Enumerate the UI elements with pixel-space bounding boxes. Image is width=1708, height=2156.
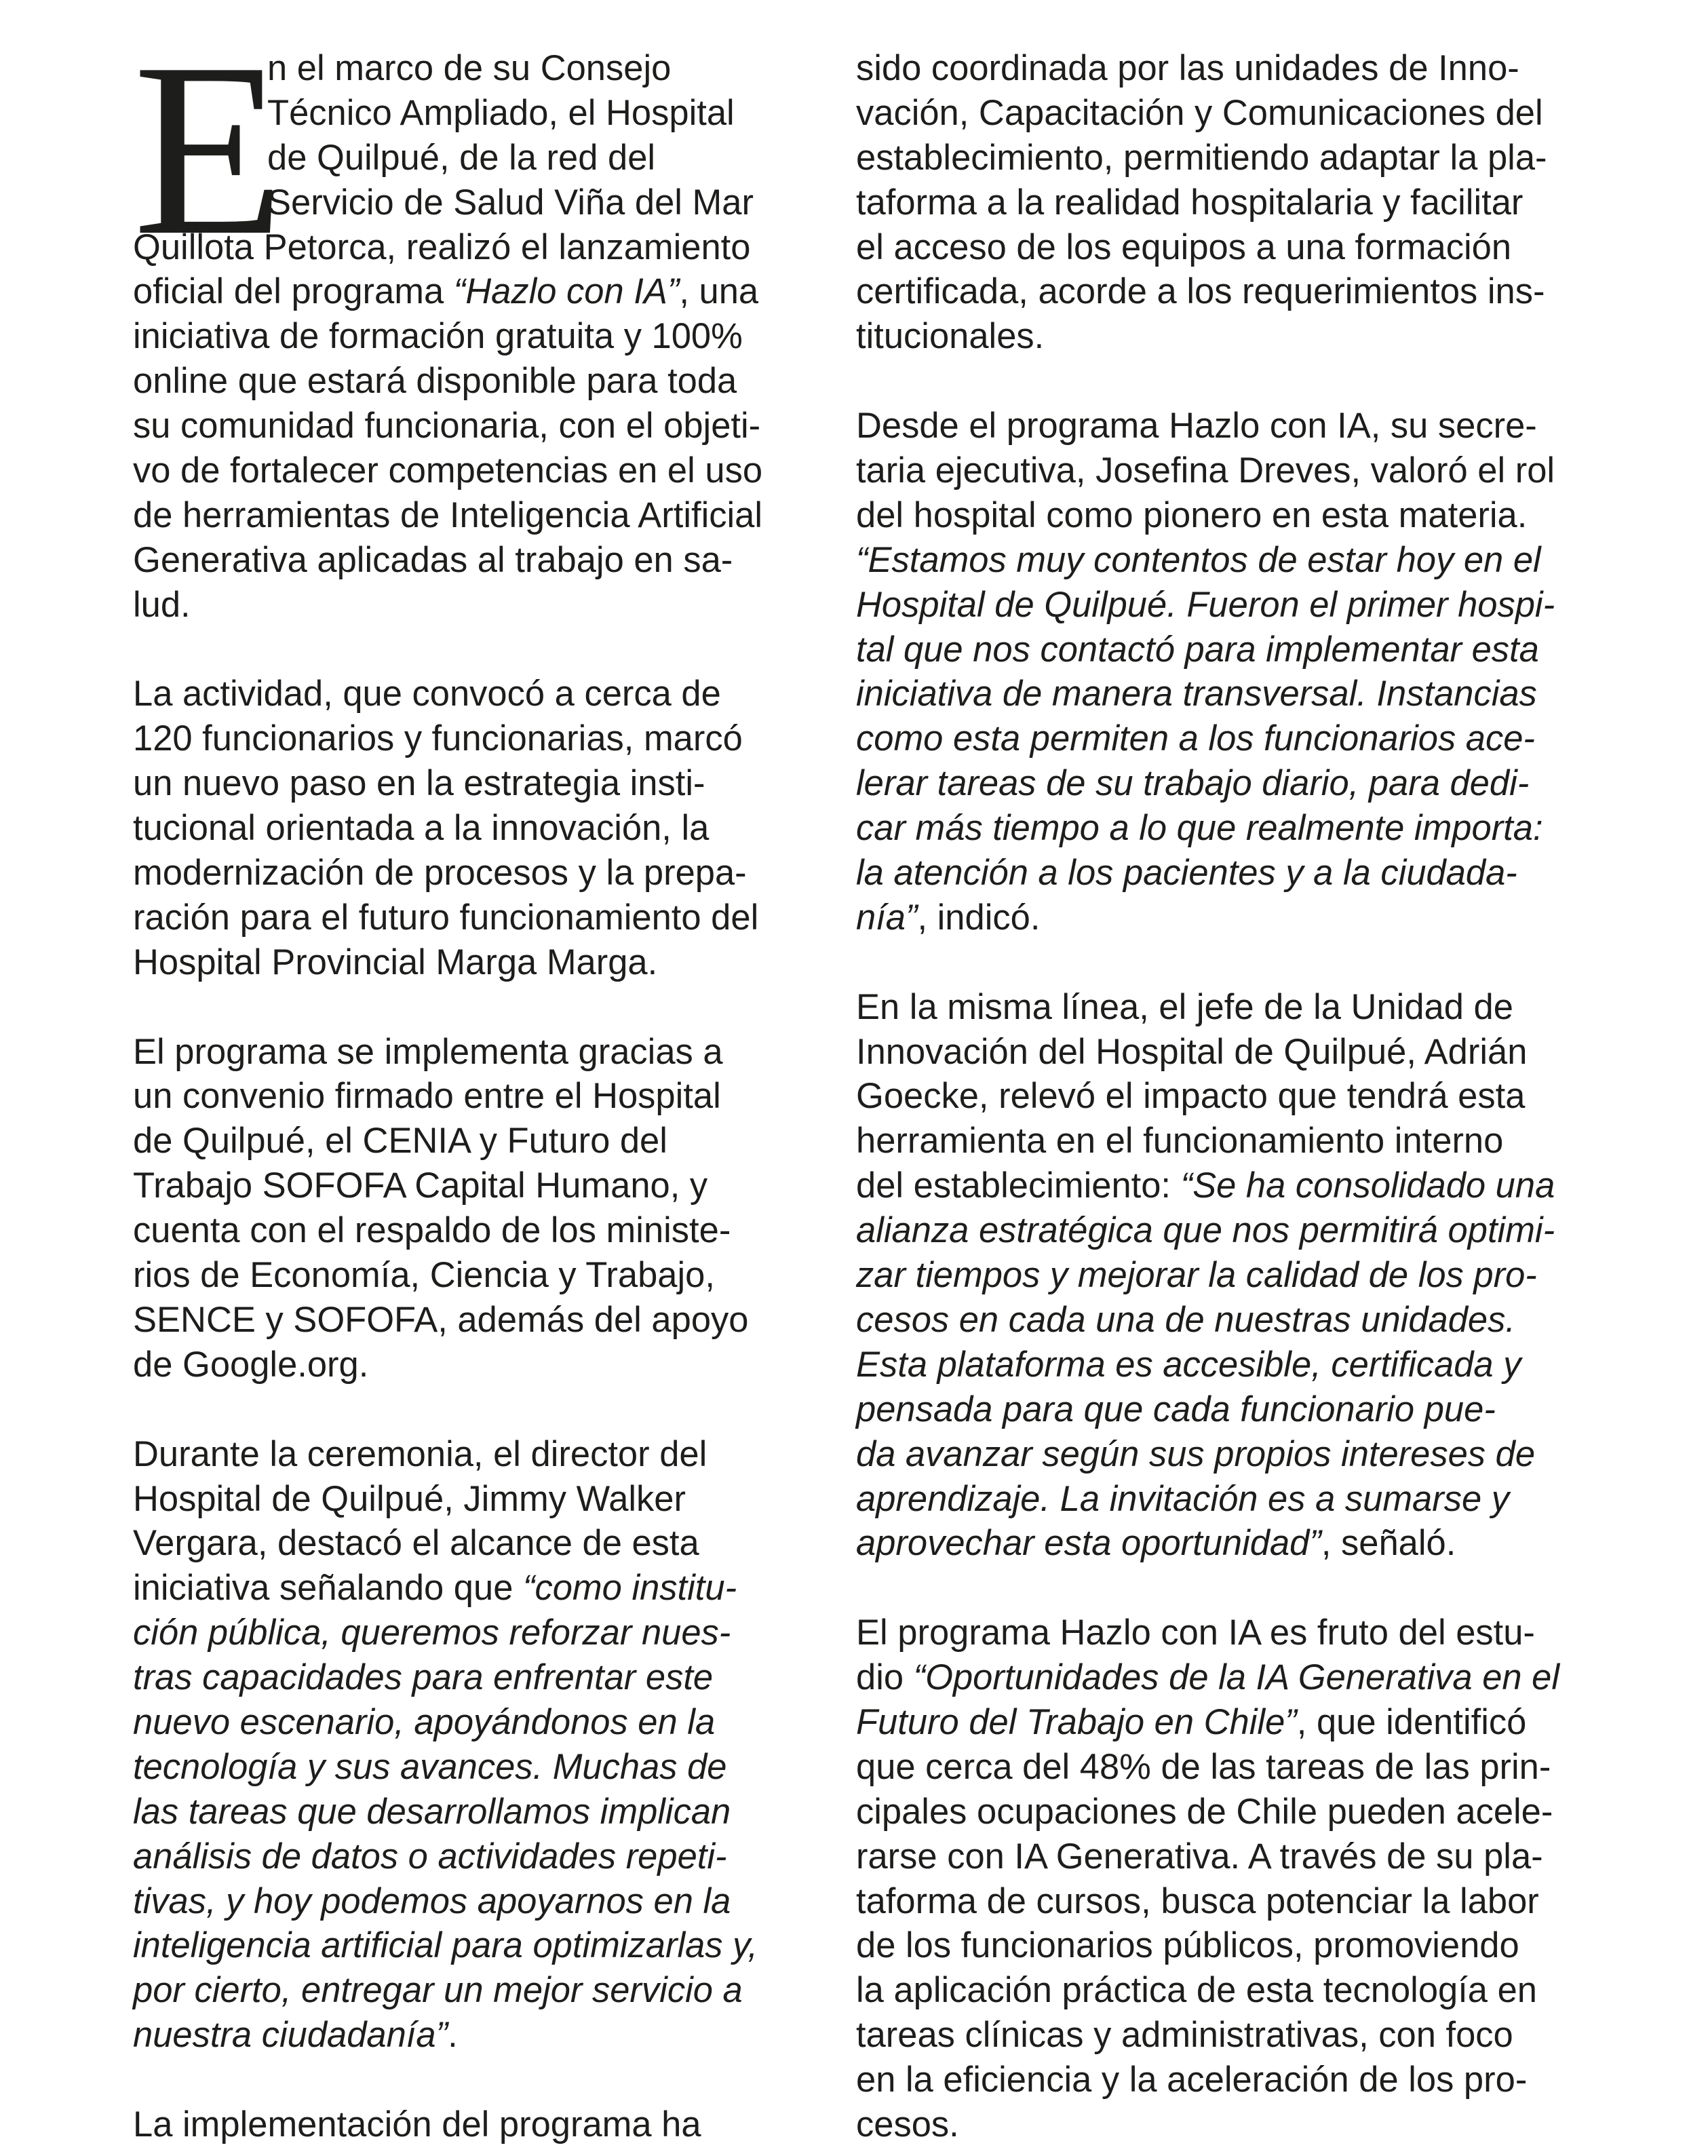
- quote-line: inteligencia artificial para optimizarlas y,: [133, 1925, 758, 1966]
- text-line: de herramientas de Inteligencia Artificial: [133, 495, 763, 535]
- quote-line: como esta permiten a los funcionarios ace-: [856, 718, 1535, 759]
- text-line: cuenta con el respaldo de los ministe-: [133, 1210, 731, 1251]
- text-line: de Quilpué, de la red del: [267, 137, 656, 178]
- text-line: Vergara, destacó el alcance de esta: [133, 1523, 699, 1564]
- quote-line: nuevo escenario, apoyándonos en la: [133, 1701, 716, 1742]
- text-line: tareas clínicas y administrativas, con foco: [856, 2015, 1513, 2056]
- quote-line: por cierto, entregar un mejor servicio a: [133, 1970, 743, 2011]
- paragraph-implementation: [133, 2102, 811, 2147]
- text-line: La implementación del programa ha: [133, 2104, 701, 2144]
- text-line: online que estará disponible para toda: [133, 361, 737, 402]
- text-line: Hospital de Quilpué, Jimmy Walker: [133, 1478, 686, 1519]
- text-line: un nuevo paso en la estrategia insti-: [133, 763, 705, 804]
- text-line: iniciativa de formación gratuita y 100%: [133, 316, 743, 357]
- quote-line: análisis de datos o actividades repeti-: [133, 1836, 727, 1876]
- text-line: tucional orientada a la innovación, la: [133, 808, 710, 849]
- quote-line: Esta plataforma es accesible, certificada y: [856, 1344, 1521, 1385]
- text-line: La actividad, que convocó a cerca de: [133, 674, 721, 714]
- text-line: Durante la ceremonia, el director del: [133, 1433, 707, 1474]
- quote-line: ción pública, queremos reforzar nues-: [133, 1613, 731, 1653]
- text-line: Trabajo SOFOFA Capital Humano, y: [133, 1166, 708, 1206]
- quote-line: aprendizaje. La invitación es a sumarse y: [856, 1478, 1510, 1519]
- quote-line: tecnología y sus avances. Muchas de: [133, 1746, 727, 1787]
- text-line: la aplicación práctica de esta tecnología en: [856, 1970, 1537, 2011]
- paragraph-director-quote: [133, 1432, 811, 2058]
- quote-line: car más tiempo a lo que realmente importa:: [856, 808, 1543, 849]
- text-line: Servicio de Salud Viña del Mar: [267, 182, 754, 223]
- text-line: cesos.: [856, 2104, 959, 2144]
- text-line: del establecimiento: “Se ha consolidado una: [856, 1166, 1555, 1206]
- quote-line: cesos en cada una de nuestras unidades.: [856, 1299, 1515, 1340]
- text-line: En la misma línea, el jefe de la Unidad de: [856, 986, 1513, 1027]
- study-title: “Oportunidades de la IA Generativa en el: [913, 1657, 1560, 1698]
- text-line: Goecke, relevó el impacto que tendrá esta: [856, 1076, 1526, 1117]
- text-line: que cerca del 48% de las tareas de las prin-: [856, 1746, 1551, 1787]
- text-line: establecimiento, permitiendo adaptar la pla-: [856, 137, 1547, 178]
- text-line: taforma a la realidad hospitalaria y facilitar: [856, 182, 1523, 223]
- text-line: ración para el futuro funcionamiento del: [133, 897, 759, 938]
- text-line: de Google.org.: [133, 1344, 369, 1385]
- paragraph-study: [856, 1611, 1616, 2147]
- quote-line: da avanzar según sus propios intereses de: [856, 1433, 1536, 1474]
- text-line: modernización de procesos y la prepa-: [133, 853, 747, 893]
- text-line: el acceso de los equipos a una formación: [856, 227, 1512, 267]
- text-line: herramienta en el funcionamiento interno: [856, 1121, 1504, 1161]
- text-line: El programa se implementa gracias a: [133, 1031, 723, 1072]
- text-line: del hospital como pionero en esta materia.: [856, 495, 1528, 535]
- text-line: nía”, indicó.: [856, 897, 1041, 938]
- quote-line: Hospital de Quilpué. Fueron el primer hospi-: [856, 584, 1555, 625]
- text-line: oficial del programa “Hazlo con IA”, una: [133, 271, 759, 312]
- quote-line: tivas, y hoy podemos apoyarnos en la: [133, 1881, 731, 1921]
- text-line: sido coordinada por las unidades de Inno-: [856, 48, 1519, 88]
- right-column: [856, 46, 1616, 2147]
- text-line: titucionales.: [856, 316, 1045, 357]
- text-line: de los funcionarios públicos, promoviendo: [856, 1925, 1519, 1966]
- text-line: su comunidad funcionaria, con el objeti-: [133, 406, 761, 446]
- text-line: vo de fortalecer competencias en el uso: [133, 450, 763, 491]
- text-line: Técnico Ampliado, el Hospital: [267, 92, 735, 133]
- paragraph-secretary-quote: [856, 404, 1616, 940]
- quote-line: tras capacidades para enfrentar este: [133, 1657, 714, 1698]
- text-line: Generativa aplicadas al trabajo en sa-: [133, 539, 733, 580]
- paragraph-agreement: [133, 1030, 811, 1387]
- quote-line: lerar tareas de su trabajo diario, para dedi-: [856, 763, 1530, 804]
- text-line: Hospital Provincial Marga Marga.: [133, 942, 658, 982]
- quote-line: iniciativa de manera transversal. Instancias: [856, 674, 1537, 714]
- text-line: en la eficiencia y la aceleración de los pro-: [856, 2060, 1528, 2100]
- text-line: n el marco de su Consejo: [267, 48, 672, 88]
- text-line: El programa Hazlo con IA es fruto del estu-: [856, 1613, 1535, 1653]
- paragraph-innovation-quote: [856, 985, 1616, 1566]
- left-column: [133, 12, 811, 2147]
- quote-line: la atención a los pacientes y a la ciudada-: [856, 853, 1517, 893]
- quote-line: tal que nos contactó para implementar esta: [856, 629, 1539, 670]
- text-line: lud.: [133, 584, 191, 625]
- text-line: Quillota Petorca, realizó el lanzamiento: [133, 227, 751, 267]
- quote-line: las tareas que desarrollamos implican: [133, 1791, 731, 1832]
- text-line: un convenio firmado entre el Hospital: [133, 1076, 721, 1117]
- text-line: certificada, acorde a los requerimientos ins-: [856, 271, 1545, 312]
- text-line: de Quilpué, el CENIA y Futuro del: [133, 1121, 667, 1161]
- text-line: taforma de cursos, busca potenciar la labor: [856, 1881, 1539, 1921]
- text-line: nuestra ciudadanía”.: [133, 2015, 458, 2056]
- drop-cap: E: [133, 12, 285, 287]
- text-line: 120 funcionarios y funcionarias, marcó: [133, 718, 743, 759]
- text-line: taria ejecutiva, Josefina Dreves, valoró el rol: [856, 450, 1555, 491]
- text-line: cipales ocupaciones de Chile pueden acele-: [856, 1791, 1553, 1832]
- study-title: Futuro del Trabajo en Chile”: [856, 1701, 1297, 1742]
- program-name: “Hazlo con IA”: [453, 271, 680, 312]
- text-line: vación, Capacitación y Comunicaciones del: [856, 92, 1543, 133]
- text-line: iniciativa señalando que “como institu-: [133, 1568, 737, 1609]
- text-line: rios de Economía, Ciencia y Trabajo,: [133, 1255, 715, 1296]
- quote-line: zar tiempos y mejorar la calidad de los pro-: [856, 1255, 1537, 1296]
- text-line: aprovechar esta oportunidad”, señaló.: [856, 1523, 1456, 1564]
- text-line: Desde el programa Hazlo con IA, su secre-: [856, 406, 1537, 446]
- quote-line: pensada para que cada funcionario pue-: [856, 1389, 1496, 1429]
- paragraph-coordination: [856, 46, 1616, 359]
- quote-line: “Estamos muy contentos de estar hoy en el: [856, 539, 1541, 580]
- text-line: dio “Oportunidades de la IA Generativa en el: [856, 1657, 1560, 1698]
- quote-line: alianza estratégica que nos permitirá optimi-: [856, 1210, 1555, 1251]
- text-line: Futuro del Trabajo en Chile”, que identificó: [856, 1701, 1527, 1742]
- paragraph-activity: [133, 672, 811, 984]
- text-line: SENCE y SOFOFA, además del apoyo: [133, 1299, 749, 1340]
- text-line: rarse con IA Generativa. A través de su pla-: [856, 1836, 1543, 1876]
- text-line: Innovación del Hospital de Quilpué, Adrián: [856, 1031, 1528, 1072]
